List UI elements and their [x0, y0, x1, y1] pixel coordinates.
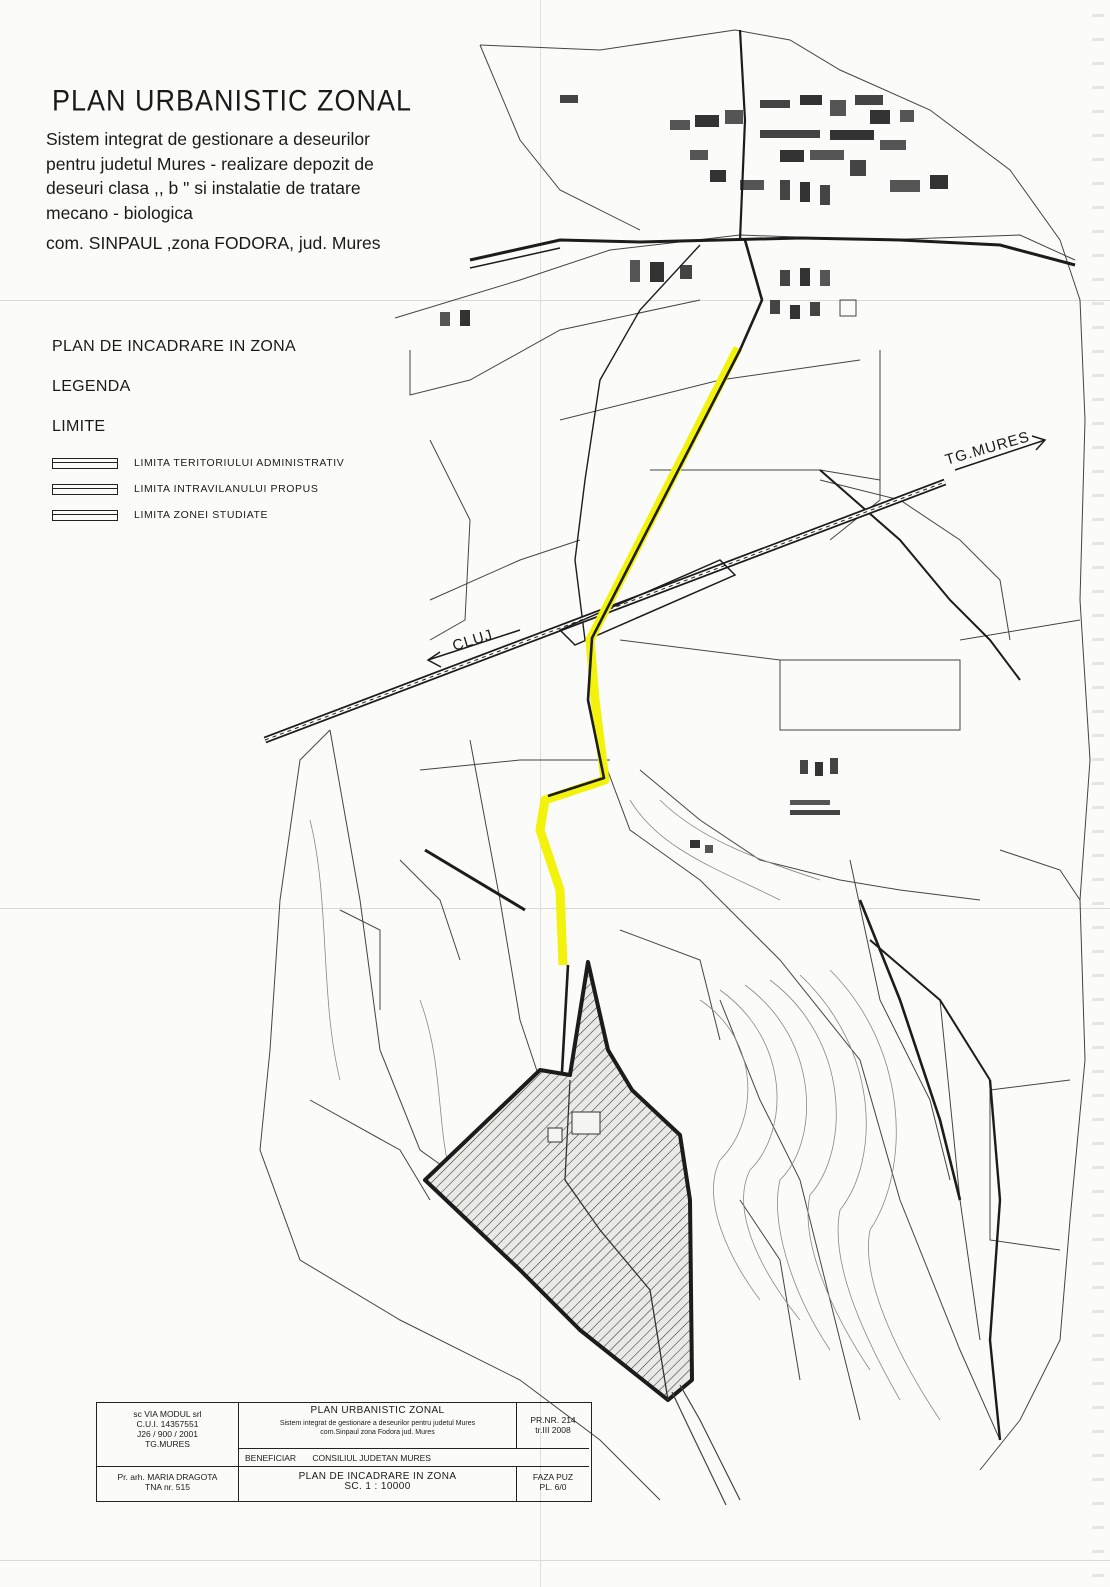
legend-symbol [52, 484, 118, 495]
legend-item-label: LIMITA INTRAVILANULUI PROPUS [134, 483, 319, 495]
cartouche-project-no [517, 1403, 589, 1449]
legend-item [52, 502, 472, 528]
cartouche-title [239, 1403, 517, 1449]
cartouche-project-line: Sistem integrat de gestionare a deseurilor pentru judetul Mures [279, 1420, 476, 1427]
cartouche-plan-title: PLAN URBANISTIC ZONAL [310, 1405, 445, 1416]
firm-name: sc VIA MODUL srl [133, 1409, 202, 1419]
firm-registration: J26 / 900 / 2001 [137, 1429, 198, 1439]
legend [52, 338, 472, 528]
project-number: PR.NR. 214 [530, 1415, 576, 1425]
subtitle-line: Sistem integrat de gestionare a deseurilor [46, 129, 370, 149]
cartouche-drawing [239, 1467, 517, 1501]
legend-heading: LEGENDA [52, 378, 131, 395]
legend-symbol [52, 510, 118, 521]
plan-title: PLAN URBANISTIC ZONAL [52, 84, 413, 118]
subtitle-line: pentru judetul Mures - realizare depozit de [46, 153, 374, 174]
access-road [540, 240, 762, 1072]
drawing-title: PLAN DE INCADRARE IN ZONA [298, 1471, 457, 1482]
direction-arrows [425, 436, 1045, 910]
legend-symbol [52, 458, 118, 469]
architect-name: Pr. arh. MARIA DRAGOTA [117, 1472, 218, 1482]
cartouche-architect [97, 1467, 239, 1501]
beneficiary-name: CONSILIUL JUDETAN MURES [312, 1453, 431, 1463]
cartouche-beneficiary [239, 1449, 589, 1467]
legend-item-label: LIMITA TERITORIULUI ADMINISTRATIV [134, 457, 345, 469]
phase-label: FAZA PUZ [532, 1472, 574, 1482]
project-date: tr.III 2008 [535, 1425, 571, 1435]
legend-item-label: LIMITA ZONEI STUDIATE [134, 509, 269, 521]
tg-mures-label: TG.MURES [943, 428, 1032, 469]
legend-item [52, 476, 472, 502]
title-block [46, 86, 506, 254]
firm-city: TG.MURES [145, 1439, 190, 1449]
architect-tna: TNA nr. 515 [145, 1482, 190, 1492]
firm-cui: C.U.I. 14357551 [136, 1419, 199, 1429]
legend-section: PLAN DE INCADRARE IN ZONA [52, 338, 296, 355]
cartouche-phase [517, 1467, 589, 1501]
village-buildings [440, 95, 948, 853]
drawing-scale: SC. 1 : 10000 [344, 1481, 411, 1492]
title-cartouche [96, 1402, 592, 1502]
beneficiary-label: BENEFICIAR [245, 1453, 297, 1463]
cartouche-firm [97, 1403, 239, 1467]
legend-limits-heading: LIMITE [52, 418, 106, 435]
subtitle-line: deseuri clasa ,, b " si instalatie de tratare [46, 178, 361, 198]
cartouche-project-line: com.Sinpaul zona Fodora jud. Mures [320, 1429, 435, 1436]
sheet-number: PL. 6/0 [539, 1482, 567, 1492]
location-line: com. SINPAUL ,zona FODORA, jud. Mures [46, 233, 381, 253]
subtitle-line: mecano - biologica [46, 202, 193, 223]
legend-item [52, 450, 472, 476]
cluj-label: CLUJ [450, 626, 496, 655]
